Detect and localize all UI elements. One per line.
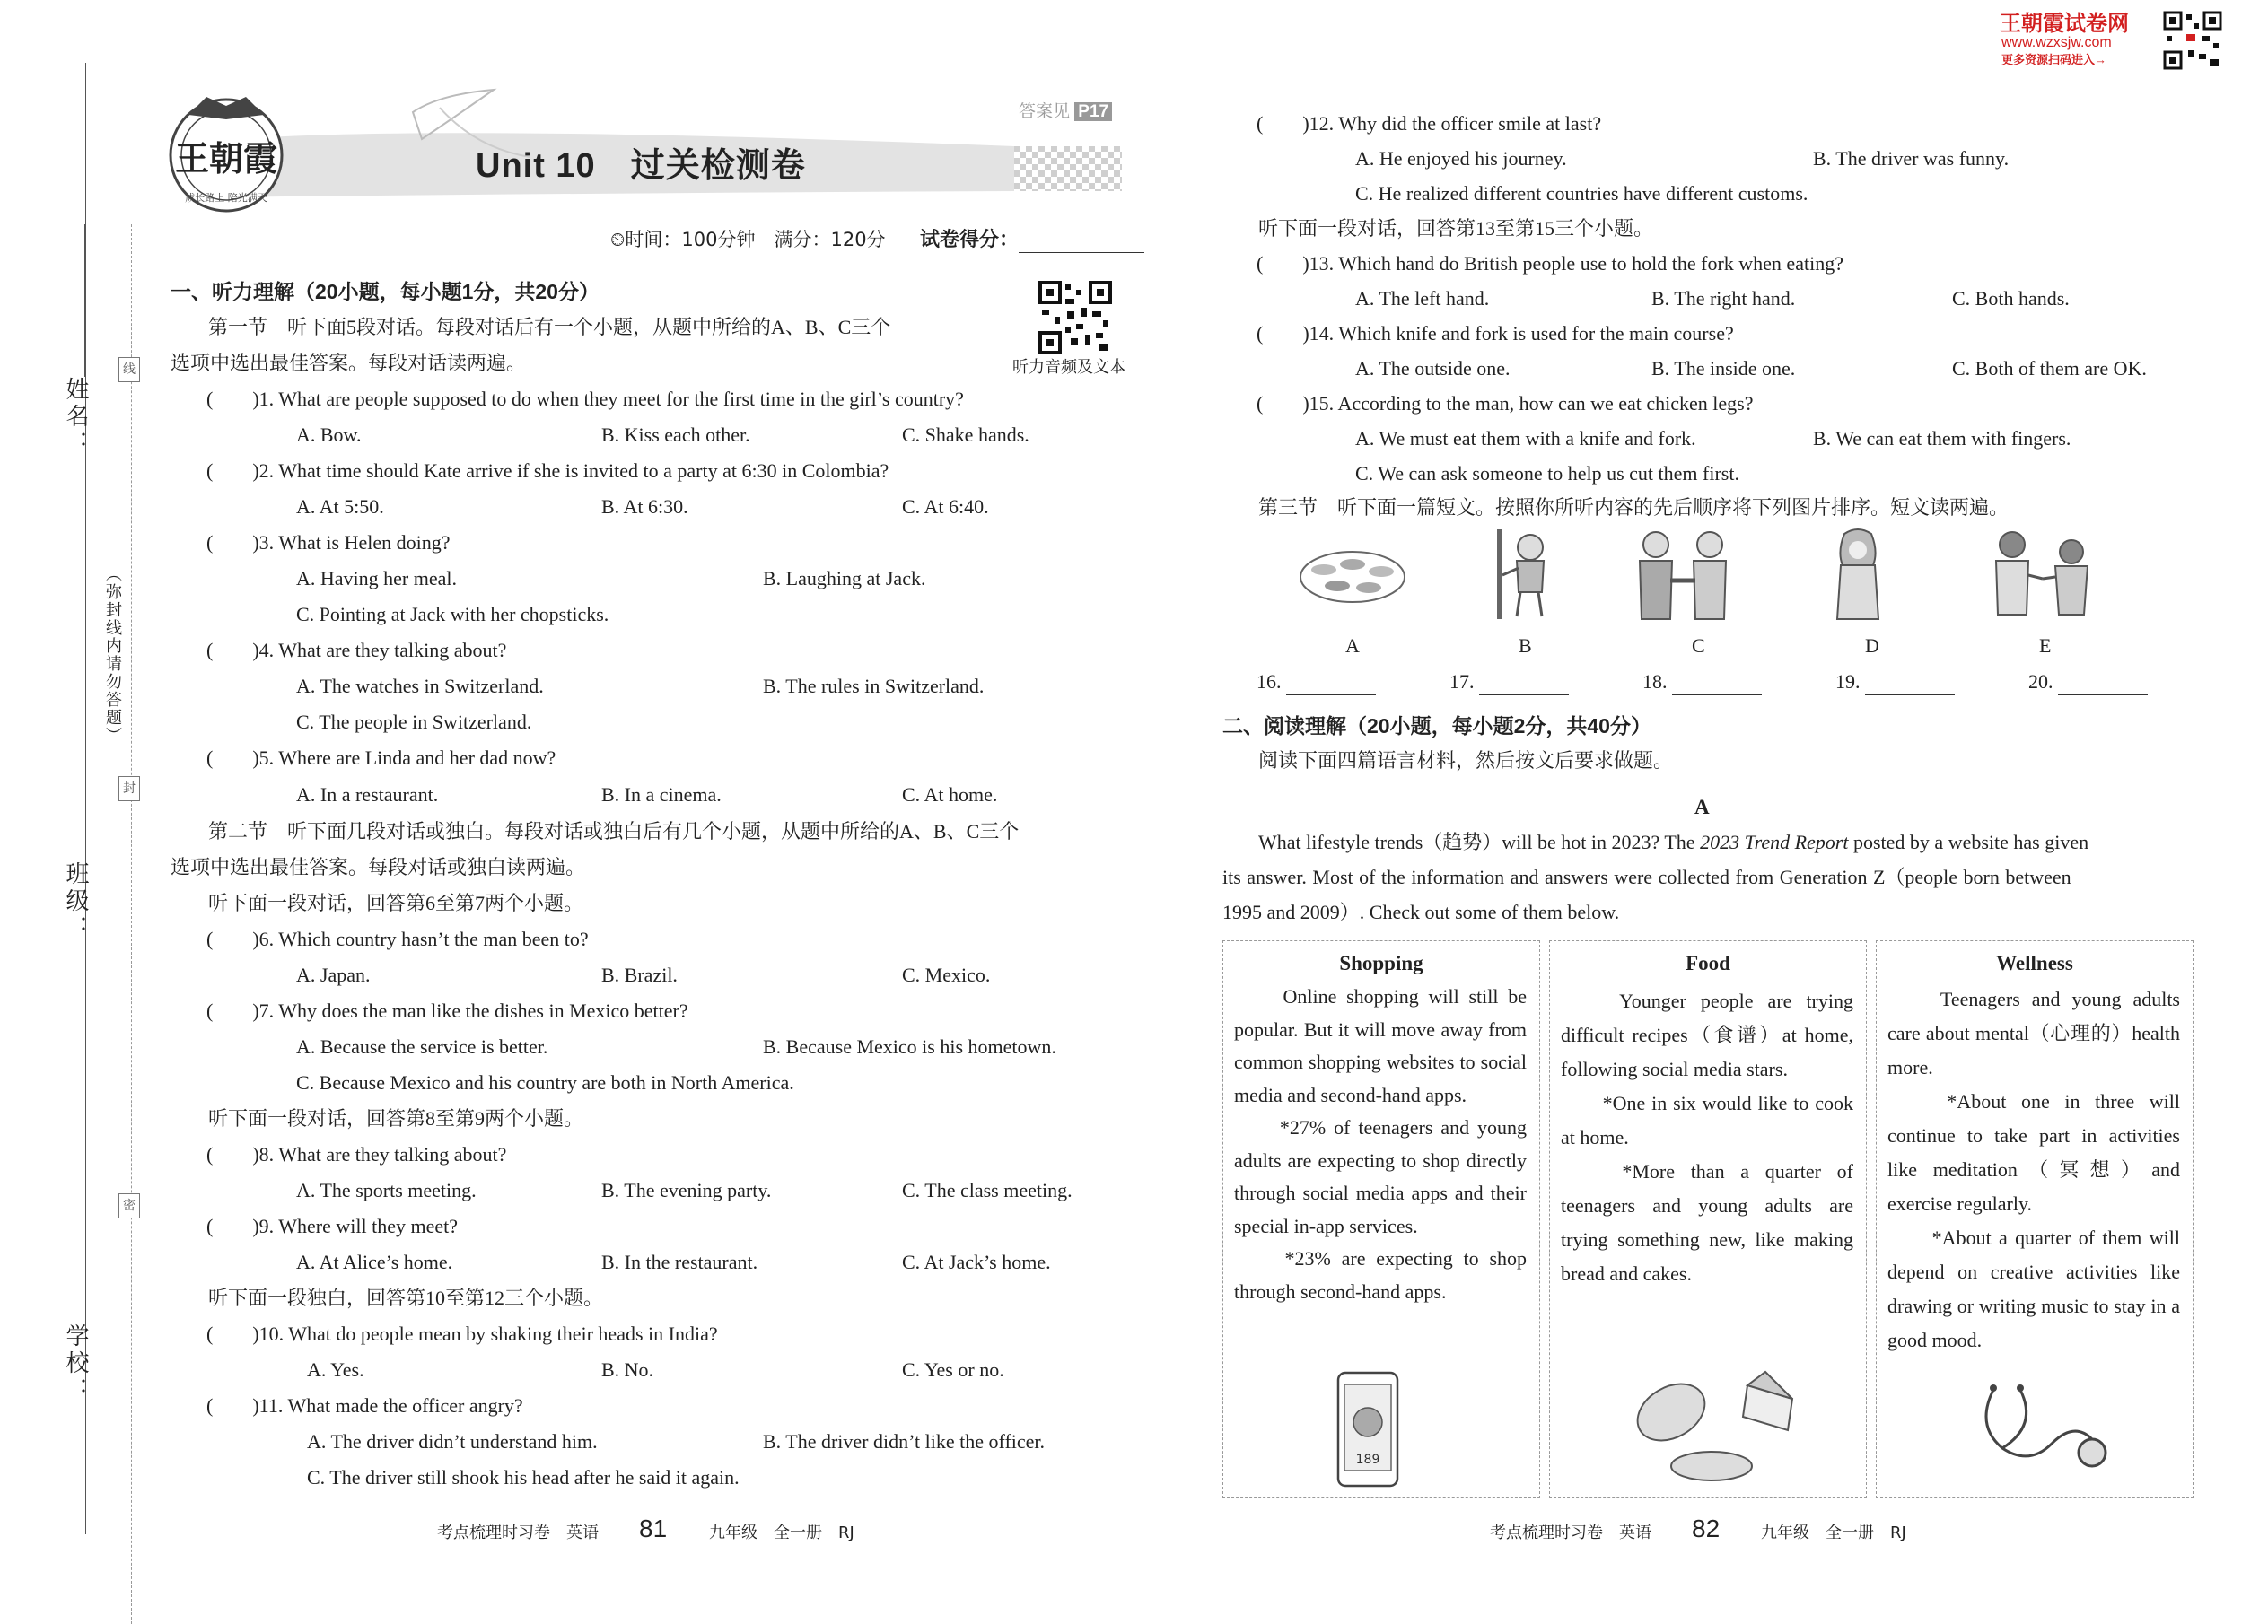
answer-blank-18[interactable]: 18.: [1642, 668, 1762, 695]
dialog-6-7-intro: 听下面一段对话，回答第6至第7两个小题。: [208, 892, 584, 914]
box-title-wellness: Wellness: [1996, 952, 2073, 974]
question-1: ( )1. What are people supposed to do when they meet for the first time in the girl’s country?: [206, 388, 964, 410]
q9-option-a: A. At Alice’s home.: [296, 1251, 453, 1273]
q12-option-a: A. He enjoyed his journey.: [1355, 147, 1567, 170]
right-page-number: 82: [1692, 1515, 1721, 1542]
q9-option-c: C. At Jack’s home.: [902, 1251, 1051, 1273]
left-footer-grade: 九年级 全一册 RJ: [709, 1524, 854, 1542]
handshake-picture: [1629, 525, 1737, 624]
q7-option-c: C. Because Mexico and his country are both in North America.: [296, 1071, 794, 1094]
q7-option-b: B. Because Mexico is his hometown.: [763, 1035, 1056, 1058]
school-label: 学校：: [62, 1323, 89, 1404]
box-text-wellness: Teenagers and young adults care about mental（心理的）health more. *About one in three will continue to take part in activities like meditation（冥想）and exercise regularly. *About a quarter of them will depend on creative activities like drawing or writing music to stay in a good mood.: [1887, 988, 2180, 1351]
q13-option-c: C. Both hands.: [1952, 287, 2070, 310]
mono-10-12-intro: 听下面一段独白，回答第10至第12三个小题。: [208, 1287, 604, 1309]
q11-option-b: B. The driver didn’t like the officer.: [763, 1430, 1046, 1453]
question-13: ( )13. Which hand do British people use to hold the fork when eating?: [1257, 252, 1843, 275]
reading-heading: 二、阅读理解（20小题，每小题2分，共40分）: [1222, 714, 1651, 738]
q3-option-b: B. Laughing at Jack.: [763, 567, 926, 589]
q12-option-b: B. The driver was funny.: [1813, 147, 2010, 170]
q8-option-a: A. The sports meeting.: [296, 1179, 477, 1201]
q5-option-a: A. In a restaurant.: [296, 783, 439, 806]
q6-option-b: B. Brazil.: [601, 964, 678, 986]
clock-icon: ⏲: [610, 229, 626, 250]
box-text-shopping: Online shopping will still be popular. But it will move away from common shopping websites to social media and second-hand apps. *27% of teenagers and young adults are expecting to shop directly through social media apps and their special in-app services. *23% are expecting to shop through second-hand apps.: [1234, 985, 1527, 1303]
picture-label-a: A: [1345, 634, 1360, 657]
site-name: 王朝霞试卷网: [2000, 12, 2129, 36]
reading-intro: 阅读下面四篇语言材料，然后按文后要求做题。: [1258, 749, 1674, 772]
score-field[interactable]: 试卷得分：: [920, 226, 1144, 253]
q4-option-a: A. The watches in Switzerland.: [296, 675, 544, 697]
qr-code-icon[interactable]: [1038, 281, 1112, 354]
picture-label-d: D: [1865, 634, 1879, 657]
passage-line-2: its answer. Most of the information and answers were collected from Generation Z（people born between: [1222, 866, 2071, 888]
q2-option-b: B. At 6:30.: [601, 495, 688, 518]
question-9: ( )9. Where will they meet?: [206, 1215, 458, 1237]
bread-and-cake-picture: [1613, 1354, 1810, 1489]
q10-option-b: B. No.: [601, 1358, 654, 1381]
passage-label: A: [1694, 796, 1710, 818]
seal-mark-line: 线: [118, 357, 140, 382]
question-10: ( )10. What do people mean by shaking their heads in India?: [206, 1323, 718, 1345]
question-3: ( )3. What is Helen doing?: [206, 531, 451, 554]
name-label: 姓名：: [62, 377, 89, 458]
site-cta: 更多资源扫码进入→: [2001, 53, 2107, 66]
q11-option-c: C. The driver still shook his head after he said it again.: [307, 1466, 740, 1489]
wellness-box: [1876, 940, 2194, 1498]
seal-mark-seal: 封: [118, 776, 140, 801]
seal-warning-note: （弥封线内请勿答题）: [103, 565, 122, 745]
right-footer-book: 考点梳理时习卷 英语: [1490, 1524, 1651, 1542]
q13-option-a: A. The left hand.: [1355, 287, 1490, 310]
question-7: ( )7. Why does the man like the dishes in Mexico better?: [206, 1000, 688, 1022]
q14-option-c: C. Both of them are OK.: [1952, 357, 2147, 380]
greeting-bow-picture: [1983, 525, 2100, 624]
page-title: Unit 10 过关检测卷: [476, 147, 806, 185]
answer-reference: 答案见 P17: [1019, 99, 1112, 126]
picture-label-c: C: [1692, 634, 1705, 657]
binding-margin-line: [85, 63, 86, 1534]
food-box: [1549, 940, 1867, 1498]
answer-blank-16[interactable]: 16.: [1257, 668, 1376, 695]
phone-picture: [1335, 1370, 1400, 1489]
logo-badge: [162, 88, 292, 223]
woman-in-headscarf-picture: [1826, 525, 1889, 624]
q3-option-a: A. Having her meal.: [296, 567, 457, 589]
answer-blank-19[interactable]: 19.: [1835, 668, 1955, 695]
left-page-number: 81: [639, 1515, 668, 1542]
part1-intro-line1: 第一节 听下面5段对话。每段对话后有一个小题，从题中所给的A、B、C三个: [208, 316, 891, 338]
passage-line-3: 1995 and 2009）. Check out some of them below.: [1222, 901, 1620, 923]
box-title-food: Food: [1686, 952, 1730, 974]
q5-option-c: C. At home.: [902, 783, 998, 806]
box-text-food: Younger people are trying difficult recipes（食谱）at home, following social media stars. *One in six would like to cook at home. *More than a quarter of teenagers and young adults are trying something new, like making bread and cakes.: [1561, 990, 1853, 1285]
part2-intro-line1: 第二节 听下面几段对话或独白。每段对话或独白后有几个小题，从题中所给的A、B、C三个: [208, 820, 1020, 843]
picture-label-e: E: [2039, 634, 2052, 657]
svg-text:王朝霞: 王朝霞: [174, 138, 278, 179]
qr-caption: 听力音频及文本: [1012, 358, 1125, 377]
site-qr-code-icon[interactable]: [2163, 11, 2222, 70]
q15-option-b: B. We can eat them with fingers.: [1813, 427, 2071, 450]
q5-option-b: B. In a cinema.: [601, 783, 722, 806]
q8-option-b: B. The evening party.: [601, 1179, 772, 1201]
q1-option-b: B. Kiss each other.: [601, 423, 750, 446]
q13-option-b: B. The right hand.: [1651, 287, 1796, 310]
svg-text:189: 189: [1355, 1453, 1380, 1467]
right-footer-grade: 九年级 全一册 RJ: [1761, 1524, 1906, 1542]
q4-option-c: C. The people in Switzerland.: [296, 711, 532, 733]
question-4: ( )4. What are they talking about?: [206, 639, 507, 661]
q15-option-c: C. We can ask someone to help us cut them first.: [1355, 462, 1739, 485]
answer-blank-20[interactable]: 20.: [2028, 668, 2148, 695]
q1-option-a: A. Bow.: [296, 423, 362, 446]
seal-mark-closed: 密: [118, 1193, 140, 1218]
q2-option-a: A. At 5:50.: [296, 495, 384, 518]
person-at-door-picture: [1490, 525, 1562, 624]
dialog-8-9-intro: 听下面一段对话，回答第8至第9两个小题。: [208, 1107, 584, 1130]
q9-option-b: B. In the restaurant.: [601, 1251, 758, 1273]
q4-option-b: B. The rules in Switzerland.: [763, 675, 985, 697]
question-11: ( )11. What made the officer angry?: [206, 1394, 523, 1417]
picture-label-b: B: [1519, 634, 1532, 657]
part3-intro: 第三节 听下面一篇短文。按照你所听内容的先后顺序将下列图片排序。短文读两遍。: [1258, 496, 2010, 519]
listening-heading: 一、听力理解（20小题，每小题1分，共20分）: [171, 280, 600, 303]
part2-intro-line2: 选项中选出最佳答案。每段对话或独白读两遍。: [171, 856, 586, 878]
q6-option-c: C. Mexico.: [902, 964, 991, 986]
box-title-shopping: Shopping: [1339, 952, 1423, 974]
shopping-box: [1222, 940, 1540, 1498]
q10-option-c: C. Yes or no.: [902, 1358, 1004, 1381]
question-2: ( )2. What time should Kate arrive if she is invited to a party at 6:30 in Colombia?: [206, 459, 889, 482]
q8-option-c: C. The class meeting.: [902, 1179, 1073, 1201]
part1-intro-line2: 选项中选出最佳答案。每段对话读两遍。: [171, 352, 527, 374]
q14-option-b: B. The inside one.: [1651, 357, 1796, 380]
q12-option-c: C. He realized different countries have different customs.: [1355, 182, 1808, 205]
q15-option-a: A. We must eat them with a knife and fork.: [1355, 427, 1696, 450]
question-15: ( )15. According to the man, how can we eat chicken legs?: [1257, 392, 1754, 415]
answer-blank-17[interactable]: 17.: [1449, 668, 1569, 695]
name-blank[interactable]: [84, 224, 85, 377]
class-label: 班级：: [62, 861, 89, 942]
svg-text:成长路上 陪光满天: 成长路上 陪光满天: [185, 192, 267, 204]
left-footer-book: 考点梳理时习卷 英语: [437, 1524, 599, 1542]
q10-option-a: A. Yes.: [307, 1358, 364, 1381]
right-page: [1194, 0, 2268, 1605]
q11-option-a: A. The driver didn’t understand him.: [307, 1430, 598, 1453]
seal-dashed-line: [131, 224, 132, 1624]
dialog-13-15-intro: 听下面一段对话，回答第13至第15三个小题。: [1258, 217, 1654, 240]
q14-option-a: A. The outside one.: [1355, 357, 1511, 380]
time-score-info: ⏲时间：100分钟 满分：120分: [610, 229, 886, 250]
site-url[interactable]: www.wzxsjw.com: [2001, 35, 2112, 50]
q3-option-c: C. Pointing at Jack with her chopsticks.: [296, 603, 609, 625]
dinner-table-picture: [1297, 534, 1409, 615]
question-14: ( )14. Which knife and fork is used for the main course?: [1257, 322, 1734, 345]
q7-option-a: A. Because the service is better.: [296, 1035, 548, 1058]
q6-option-a: A. Japan.: [296, 964, 371, 986]
q1-option-c: C. Shake hands.: [902, 423, 1029, 446]
question-12: ( )12. Why did the officer smile at last?: [1257, 112, 1602, 135]
q2-option-c: C. At 6:40.: [902, 495, 989, 518]
stethoscope-picture: [1966, 1372, 2110, 1489]
answer-page-badge: P17: [1074, 102, 1112, 121]
passage-line-1: What lifestyle trends（趋势）will be hot in 2023? The 2023 Trend Report posted by a website has given: [1258, 831, 2089, 853]
question-6: ( )6. Which country hasn’t the man been to?: [206, 928, 589, 950]
question-8: ( )8. What are they talking about?: [206, 1143, 507, 1166]
question-5: ( )5. Where are Linda and her dad now?: [206, 747, 556, 769]
